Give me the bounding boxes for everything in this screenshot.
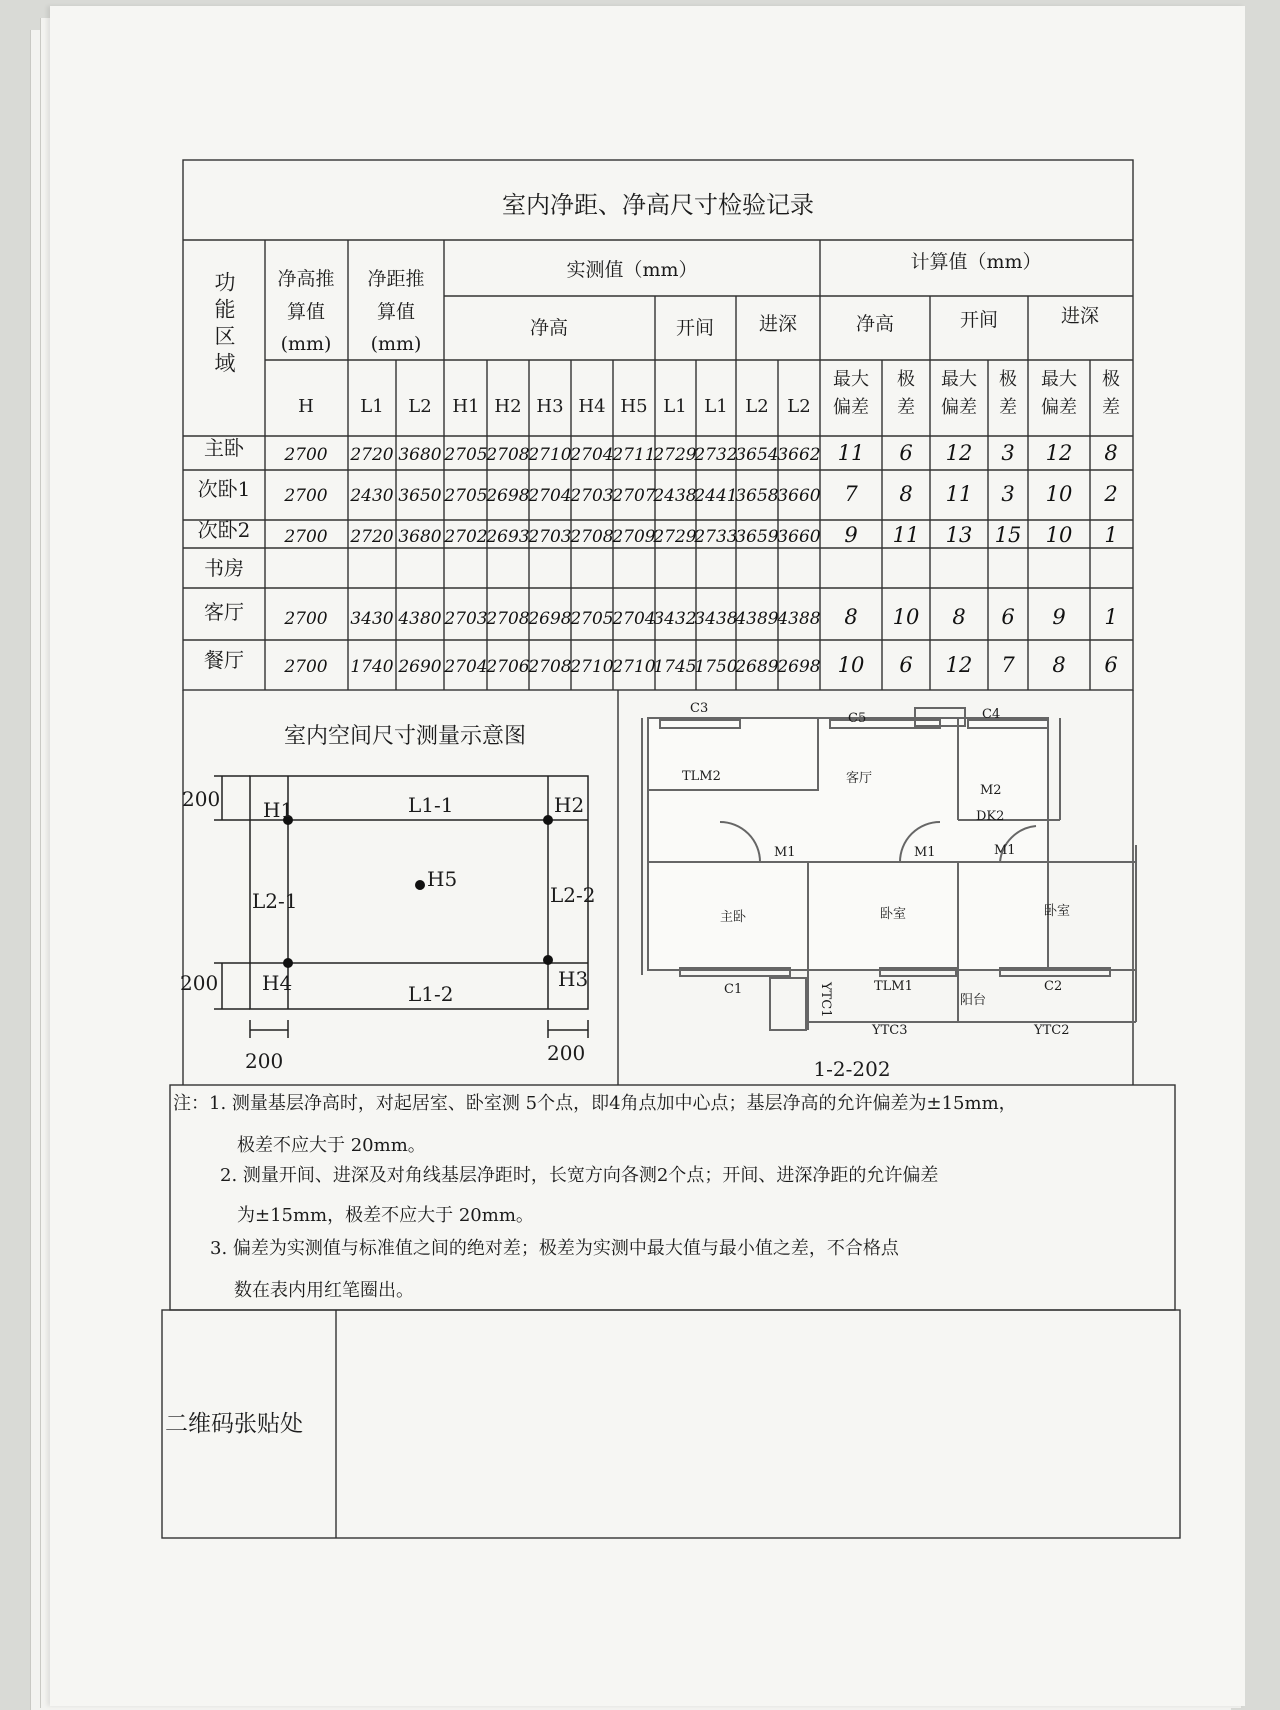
table-cell: 10 <box>1045 523 1073 547</box>
table-cell: 1740 <box>350 657 394 677</box>
calc-subheader-range-15: 极 <box>999 369 1017 390</box>
label-l1-1: L1-1 <box>408 793 454 817</box>
label-h1: H1 <box>263 798 294 822</box>
table-cell: 2729 <box>653 445 697 465</box>
table-cell: 2710 <box>528 445 572 465</box>
note-1: 注：1. 测量基层净高时，对起居室、卧室测 5个点，即4角点加中心点；基层净高的允许偏差为±15mm， <box>173 1093 1017 1114</box>
label-h2: H2 <box>554 793 585 817</box>
note-3-cont: 数在表内用红笔圈出。 <box>234 1280 414 1301</box>
plan-c1: C1 <box>724 982 743 997</box>
notes-frame <box>170 1085 1175 1310</box>
column-header-l2-11: L2 <box>787 396 811 417</box>
table-cell: 2 <box>1104 482 1118 506</box>
column-header-l1-1: L1 <box>360 396 384 417</box>
table-cell: 8 <box>844 605 858 629</box>
diagram-title: 室内空间尺寸测量示意图 <box>283 724 527 749</box>
table-cell: 2441 <box>694 486 738 506</box>
row-area-label: 次卧2 <box>197 518 251 542</box>
header-h-est-3: (mm) <box>280 333 332 355</box>
plan-bed-1: 卧室 <box>880 907 907 922</box>
table-cell: 2711 <box>612 445 656 465</box>
table-cell: 8 <box>1104 441 1118 465</box>
table-cell: 7 <box>1001 653 1015 677</box>
table-cell: 2438 <box>653 486 697 506</box>
note-3: 3. 偏差为实测值与标准值之间的绝对差；极差为实测中最大值与最小值之差，不合格点 <box>210 1238 899 1259</box>
plan-c4: C4 <box>982 707 1001 722</box>
table-cell: 2704 <box>570 445 614 465</box>
table-cell: 10 <box>892 605 920 629</box>
plan-tlm2: TLM2 <box>682 769 721 784</box>
table-cell: 3662 <box>777 445 821 465</box>
calc-subheader-max_dev-14-b: 偏差 <box>941 397 977 418</box>
plan-living: 客厅 <box>846 771 873 786</box>
column-header-h3-5: H3 <box>536 396 564 417</box>
table-cell: 2720 <box>350 527 394 547</box>
table-cell: 3658 <box>735 486 779 506</box>
table-cell: 2705 <box>444 486 488 506</box>
label-l1-2: L1-2 <box>408 982 454 1006</box>
calc-subheader-range-17: 极 <box>1102 369 1120 390</box>
table-cell: 12 <box>945 441 973 465</box>
calc-subheader-range-13: 极 <box>897 369 915 390</box>
table-cell: 3430 <box>350 609 394 629</box>
table-cell: 2708 <box>570 527 614 547</box>
table-cell: 2707 <box>612 486 656 506</box>
table-cell: 2729 <box>653 527 697 547</box>
plan-balcony: 阳台 <box>960 993 987 1008</box>
plan-bed-2: 卧室 <box>1044 904 1071 919</box>
table-cell: 8 <box>899 482 913 506</box>
qr-frame <box>162 1310 1180 1538</box>
table-cell: 2703 <box>444 609 488 629</box>
table-cell: 9 <box>844 523 858 547</box>
table-cell: 2708 <box>486 445 530 465</box>
table-cell: 2693 <box>486 527 530 547</box>
header-measured-depth: 进深 <box>758 313 798 335</box>
column-header-l1-8: L1 <box>663 396 687 417</box>
table-cell: 3650 <box>398 486 442 506</box>
plan-master: 主卧 <box>720 910 747 925</box>
table-cell: 9 <box>1052 605 1066 629</box>
calc-subheader-max_dev-16-b: 偏差 <box>1041 397 1077 418</box>
header-calc-height: 净高 <box>855 313 895 335</box>
header-area: 功能区域 <box>212 271 236 379</box>
row-area-label: 书房 <box>204 556 244 580</box>
table-cell: 11 <box>837 441 865 465</box>
table-cell: 2698 <box>486 486 530 506</box>
plan-tlm1: TLM1 <box>874 979 913 994</box>
table-cell: 2708 <box>486 609 530 629</box>
table-cell: 4389 <box>735 609 779 629</box>
table-cell: 4380 <box>398 609 442 629</box>
note-1-cont: 极差不应大于 20mm。 <box>237 1135 426 1156</box>
column-header-h1-3: H1 <box>452 396 480 417</box>
table-cell: 2700 <box>284 486 328 506</box>
table-cell: 3660 <box>777 527 821 547</box>
column-header-l2-10: L2 <box>745 396 769 417</box>
table-cell: 2703 <box>528 527 572 547</box>
dim-bottom-left: 200 <box>180 971 219 995</box>
table-cell: 10 <box>1045 482 1073 506</box>
table-cell: 10 <box>837 653 865 677</box>
label-l2-1: L2-1 <box>252 889 298 913</box>
plan-c2: C2 <box>1044 979 1063 994</box>
dim-bottom-b: 200 <box>547 1041 586 1065</box>
calc-subheader-max_dev-16: 最大 <box>1041 369 1077 390</box>
dim-bottom-a: 200 <box>245 1049 284 1073</box>
table-cell: 2732 <box>694 445 738 465</box>
plan-c5: C5 <box>848 711 867 726</box>
table-cell: 2700 <box>284 445 328 465</box>
table-cell: 1745 <box>653 657 697 677</box>
row-area-label: 客厅 <box>204 600 244 624</box>
table-cell: 2709 <box>612 527 656 547</box>
column-header-l1-9: L1 <box>704 396 728 417</box>
table-cell: 2698 <box>777 657 821 677</box>
plan-m1-c: M1 <box>994 843 1016 858</box>
table-cell: 2700 <box>284 609 328 629</box>
form-title: 室内净距、净高尺寸检验记录 <box>502 191 814 219</box>
label-h3: H3 <box>558 967 589 991</box>
header-calc-depth: 进深 <box>1060 305 1100 327</box>
table-cell: 12 <box>1045 441 1073 465</box>
table-cell: 2706 <box>486 657 530 677</box>
table-cell: 3660 <box>777 486 821 506</box>
table-cell: 2710 <box>612 657 656 677</box>
table-cell: 6 <box>1104 653 1118 677</box>
calc-subheader-range-17-b: 差 <box>1102 397 1120 418</box>
table-cell: 15 <box>994 523 1022 547</box>
calc-subheader-range-13-b: 差 <box>897 397 915 418</box>
table-cell: 3438 <box>694 609 738 629</box>
table-cell: 4388 <box>777 609 821 629</box>
table-cell: 3654 <box>735 445 779 465</box>
header-measured-height: 净高 <box>529 317 569 339</box>
table-cell: 1 <box>1104 523 1118 547</box>
header-h-est-2: 算值 <box>286 301 326 323</box>
qr-code-area-label: 二维码张贴处 <box>165 1411 303 1437</box>
table-cell: 2700 <box>284 527 328 547</box>
table-cell: 2689 <box>735 657 779 677</box>
table-cell: 11 <box>945 482 973 506</box>
table-cell: 2733 <box>694 527 738 547</box>
calc-subheader-range-15-b: 差 <box>999 397 1017 418</box>
row-area-label: 次卧1 <box>197 477 251 501</box>
column-header-h4-6: H4 <box>578 396 606 417</box>
table-cell: 8 <box>1052 653 1066 677</box>
table-cell: 2690 <box>398 657 442 677</box>
label-h4: H4 <box>262 971 293 995</box>
table-cell: 2720 <box>350 445 394 465</box>
plan-dk2: DK2 <box>976 809 1005 824</box>
table-cell: 1 <box>1104 605 1118 629</box>
column-header-h-0: H <box>298 396 314 417</box>
header-calc-bay: 开间 <box>959 309 999 331</box>
header-measured: 实测值（mm） <box>566 259 698 281</box>
plan-m1-b: M1 <box>914 845 936 860</box>
column-header-h2-4: H2 <box>494 396 522 417</box>
table-cell: 1750 <box>694 657 738 677</box>
table-cell: 2702 <box>444 527 488 547</box>
plan-caption: 1-2-202 <box>813 1057 891 1081</box>
table-cell: 6 <box>1001 605 1015 629</box>
table-cell: 8 <box>952 605 966 629</box>
table-cell: 2705 <box>570 609 614 629</box>
label-l2-2: L2-2 <box>550 883 596 907</box>
table-cell: 6 <box>899 653 913 677</box>
table-cell: 3 <box>1001 482 1015 506</box>
table-cell: 7 <box>844 482 858 506</box>
table-cell: 2703 <box>570 486 614 506</box>
note-2-cont: 为±15mm，极差不应大于 20mm。 <box>237 1205 534 1226</box>
calc-subheader-max_dev-14: 最大 <box>941 369 977 390</box>
label-h5: H5 <box>427 867 458 891</box>
table-cell: 3680 <box>398 445 442 465</box>
table-cell: 13 <box>945 523 973 547</box>
plan-m1-a: M1 <box>774 845 796 860</box>
table-cell: 2704 <box>612 609 656 629</box>
header-calculated: 计算值（mm） <box>910 251 1042 273</box>
plan-m2: M2 <box>980 783 1002 798</box>
table-cell: 3680 <box>398 527 442 547</box>
plan-ytc1: YTC1 <box>818 982 833 1018</box>
table-cell: 2700 <box>284 657 328 677</box>
calc-subheader-max_dev-12: 最大 <box>833 369 869 390</box>
table-cell: 2710 <box>570 657 614 677</box>
floor-plan <box>642 701 1136 1081</box>
header-measured-bay: 开间 <box>675 317 715 339</box>
table-cell: 3 <box>1001 441 1015 465</box>
table-cell: 2430 <box>350 486 394 506</box>
note-2: 2. 测量开间、进深及对角线基层净距时，长宽方向各测2个点；开间、进深净距的允许偏差 <box>220 1165 939 1186</box>
header-l-est-3: (mm) <box>370 333 422 355</box>
measurement-diagram <box>180 724 596 1073</box>
table-cell: 2705 <box>444 445 488 465</box>
table-cell: 11 <box>892 523 920 547</box>
column-header-h5-7: H5 <box>620 396 648 417</box>
table-cell: 3659 <box>735 527 779 547</box>
table-cell: 6 <box>899 441 913 465</box>
header-l-est-1: 净距推 <box>367 268 425 290</box>
table-cell: 2704 <box>528 486 572 506</box>
column-header-l2-2: L2 <box>408 396 432 417</box>
table-cell: 2708 <box>528 657 572 677</box>
calc-subheader-max_dev-12-b: 偏差 <box>833 397 869 418</box>
header-l-est-2: 算值 <box>376 301 416 323</box>
row-area-label: 主卧 <box>204 436 244 460</box>
row-area-label: 餐厅 <box>204 648 244 672</box>
header-h-est-1: 净高推 <box>277 268 335 290</box>
table-cell: 2704 <box>444 657 488 677</box>
plan-ytc3: YTC3 <box>872 1023 908 1038</box>
table-cell: 12 <box>945 653 973 677</box>
dim-top-left: 200 <box>182 787 221 811</box>
table-cell: 3432 <box>653 609 697 629</box>
plan-c3: C3 <box>690 701 709 716</box>
plan-ytc2: YTC2 <box>1034 1023 1070 1038</box>
table-cell: 2698 <box>528 609 572 629</box>
